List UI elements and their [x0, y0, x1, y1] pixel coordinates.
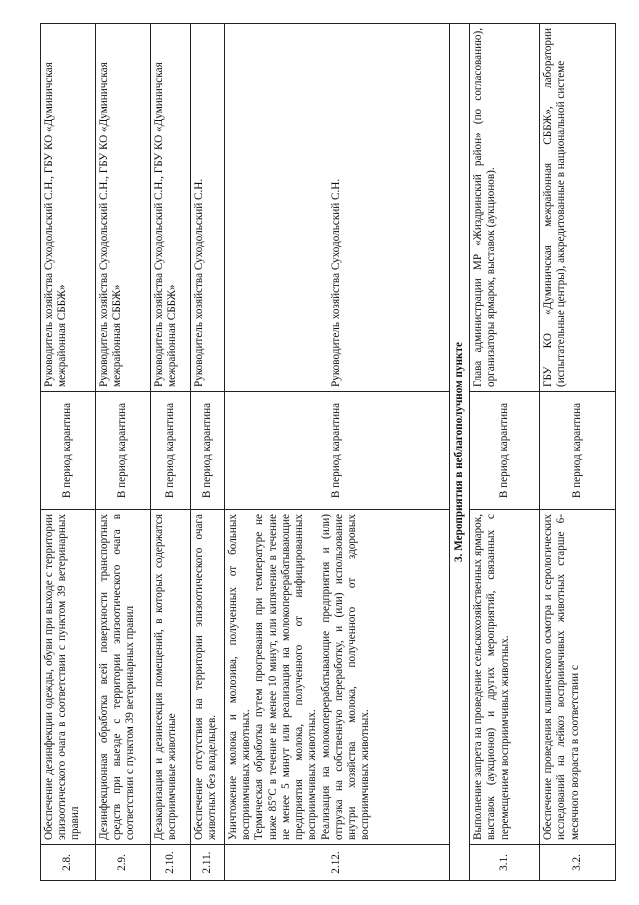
- table-row: [41, 24, 96, 881]
- measure-term: В период карантина: [225, 392, 450, 510]
- section-title: 3. Мероприятия в неблагополучном пункте: [450, 24, 470, 881]
- row-number: 3.2.: [540, 845, 616, 881]
- row-number: 2.12.: [225, 845, 450, 881]
- measure-description: Обеспечение дезинфекции одежды, обуви при выходе с территории эпизоотического очага в соответствии с пунктом 39 ветеринарных правил: [41, 510, 96, 845]
- measure-description: Дезакаризация и дезинсекция помещений, в которых содержатся восприимчивые животные: [151, 510, 191, 845]
- measure-term: В период карантина: [96, 392, 151, 510]
- measure-responsible: Руководитель хозяйства Суходольский С.Н.: [225, 24, 450, 392]
- paragraph: Термическая обработка путем прогревания при температуре не ниже 85°С в течение не менее 10 минут, или кипячение в течение не менее 5 минут или реализация на молокоперерабатывающие предприятия молока, полученного от инфицированных восприимчивых животных.: [253, 514, 319, 840]
- section-row: [450, 24, 470, 881]
- measure-responsible: Руководитель хозяйства Суходольский С.Н.: [191, 24, 225, 392]
- row-number: 2.10.: [151, 845, 191, 881]
- measure-term: В период карантина: [470, 392, 540, 510]
- measure-description: [225, 510, 450, 845]
- measure-term: В период карантина: [151, 392, 191, 510]
- table-row: [470, 24, 540, 881]
- measure-responsible: Руководитель хозяйства Суходольский С.Н., ГБУ КО «Думиничская межрайонная СББЖ»: [41, 24, 96, 392]
- measure-responsible: Руководитель хозяйства Суходольский С.Н., ГБУ КО «Думиничская межрайонная СББЖ»: [151, 24, 191, 392]
- measure-responsible: ГБУ КО «Думиничская межрайонная СББЖ», лаборатории (испытательные центры), аккредитованные в национальной системе: [540, 24, 616, 392]
- measure-description: Выполнение запрета на проведение сельскохозяйственных ярмарок, выставок (аукционов) и других мероприятий, связанных с перемещением восприимчивых животных.: [470, 510, 540, 845]
- measure-description: Обеспечение проведения клинического осмотра и серологических исследований на лейкоз восприимчивых животных старше 6-месячного возраста в соответствии с: [540, 510, 616, 845]
- paragraph: Реализация на молокоперерабатывающие предприятия и (или) отгрузка на собственную переработку, и (или) использование внутри хозяйства молока, полученного от здоровых восприимчивых животных.: [319, 514, 372, 840]
- measure-responsible: Глава администрации МР «Жиздринский район» (по согласованию), организаторы ярмарок, выставок (аукционов).: [470, 24, 540, 392]
- row-number: 2.11.: [191, 845, 225, 881]
- measure-term: В период карантина: [41, 392, 96, 510]
- measure-term: В период карантина: [540, 392, 616, 510]
- table-row: [151, 24, 191, 881]
- row-number: 2.8.: [41, 845, 96, 881]
- table-row: [191, 24, 225, 881]
- row-number: 2.9.: [96, 845, 151, 881]
- paragraph: Уничтожение молока и молозива, полученных от больных восприимчивых животных.: [227, 514, 253, 840]
- table-row: [540, 24, 616, 881]
- measure-responsible: Руководитель хозяйства Суходольский С.Н., ГБУ КО «Думиничская межрайонная СББЖ»: [96, 24, 151, 392]
- row-number: 3.1.: [470, 845, 540, 881]
- table-row: [96, 24, 151, 881]
- table-row: [225, 24, 450, 881]
- measure-description: Обеспечение отсутствия на территории эпизоотического очага животных без владельцев.: [191, 510, 225, 845]
- measures-table: [40, 23, 616, 881]
- measure-description: Дезинфекционная обработка всей поверхности транспортных средств при выезде с территории эпизоотического очага в соответствии с пунктом 39 ветеринарных правил: [96, 510, 151, 845]
- measure-term: В период карантина: [191, 392, 225, 510]
